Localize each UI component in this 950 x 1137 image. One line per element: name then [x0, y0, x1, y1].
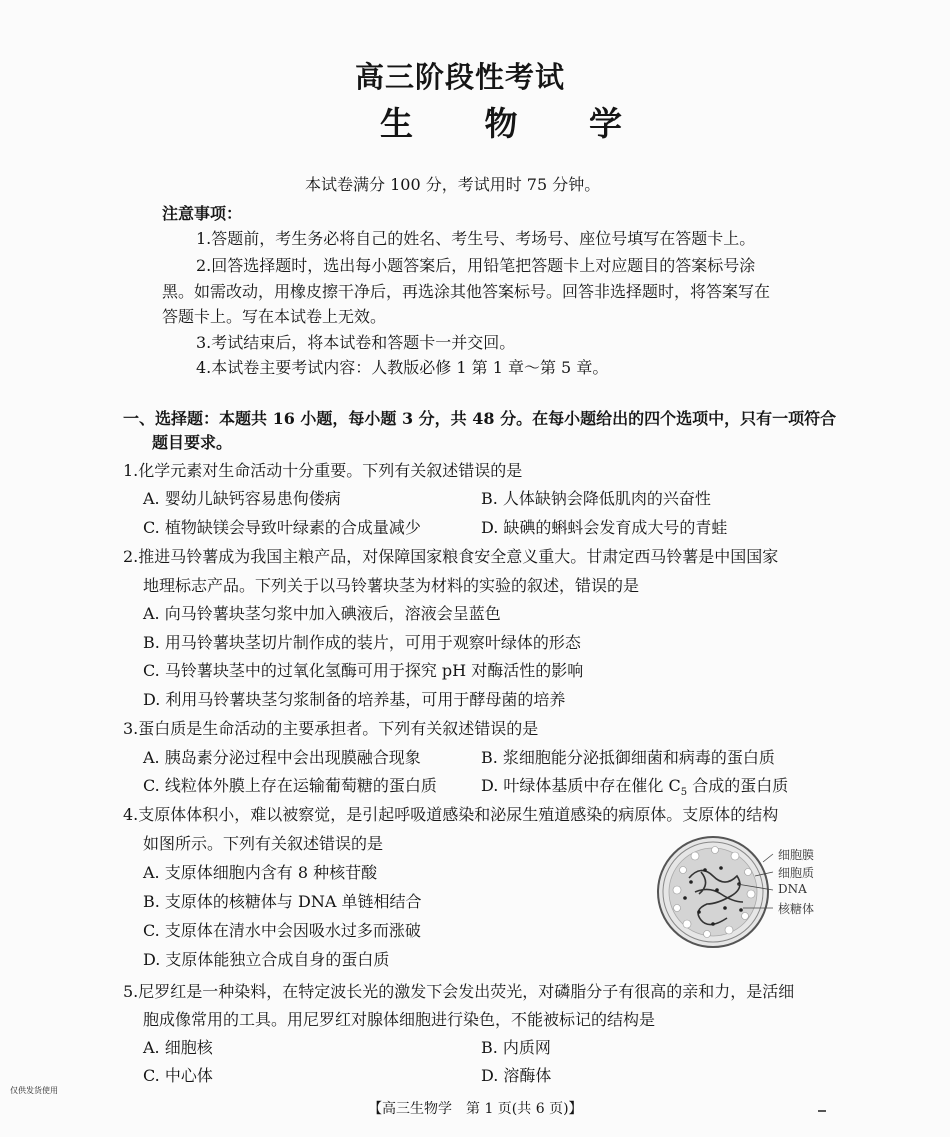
question-stem: 2.推进马铃薯成为我国主粮产品，对保障国家粮食安全意义重大。甘肃定西马铃薯是中国国家: [123, 547, 779, 566]
question-stem: 1.化学元素对生命活动十分重要。下列有关叙述错误的是: [123, 461, 523, 480]
option-b: B. 内质网: [481, 1038, 551, 1057]
question-stem: 5.尼罗红是一种染料，在特定波长光的激发下会发出荧光，对磷脂分子有很高的亲和力，是活细: [123, 982, 795, 1001]
option-a: A. 向马铃薯块茎匀浆中加入碘液后，溶液会呈蓝色: [143, 604, 501, 623]
option-d: D. 利用马铃薯块茎匀浆制备的培养基，可用于酵母菌的培养: [143, 690, 566, 709]
figure-label-cytoplasm: 细胞质: [778, 866, 815, 880]
option-a: A. 婴幼儿缺钙容易患佝偻病: [143, 489, 341, 508]
section-heading: 一、选择题：本题共 16 小题，每小题 3 分，共 48 分。在每小题给出的四个选项中，只有一项符合: [123, 409, 837, 428]
option-a: A. 支原体细胞内含有 8 种核苷酸: [143, 863, 378, 882]
exam-info: 本试卷满分 100 分，考试用时 75 分钟。: [305, 175, 601, 194]
question-stem-cont: 胞成像常用的工具。用尼罗红对腺体细胞进行染色，不能被标记的结构是: [143, 1010, 656, 1029]
notice-line: 1.答题前，考生务必将自己的姓名、考生号、考场号、座位号填写在答题卡上。: [196, 229, 756, 248]
option-a: A. 胰岛素分泌过程中会出现膜融合现象: [143, 748, 421, 767]
option-d: D. 溶酶体: [481, 1066, 552, 1085]
figure-label-dna: DNA: [778, 882, 807, 896]
option-a: A. 细胞核: [143, 1038, 213, 1057]
option-d: D. 叶绿体基质中存在催化 $C_5$ 合成的蛋白质: [481, 776, 789, 799]
figure-label-membrane: 细胞膜: [778, 848, 815, 862]
figure-label-ribosome: 核糖体: [778, 902, 815, 916]
notice-line: 答题卡上。写在本试卷上无效。: [162, 307, 387, 326]
option-c: C. 马铃薯块茎中的过氧化氢酶可用于探究 pH 对酶活性的影响: [143, 661, 584, 680]
notice-line: 黑。如需改动，用橡皮擦干净后，再选涂其他答案标号。回答非选择题时，将答案写在: [162, 282, 771, 301]
option-b: B. 浆细胞能分泌抵御细菌和病毒的蛋白质: [481, 748, 775, 767]
option-b: B. 人体缺钠会降低肌肉的兴奋性: [481, 489, 711, 508]
option-c: C. 中心体: [143, 1066, 213, 1085]
exam-title: 高三阶段性考试: [355, 60, 566, 94]
notice-line: 4.本试卷主要考试内容：人教版必修 1 第 1 章～第 5 章。: [196, 358, 609, 377]
section-heading-cont: 题目要求。: [152, 433, 233, 452]
option-b: B. 支原体的核糖体与 DNA 单链相结合: [143, 892, 422, 911]
notice-line: 3.考试结束后，将本试卷和答题卡一并交回。: [196, 333, 516, 352]
option-c: C. 线粒体外膜上存在运输葡萄糖的蛋白质: [143, 776, 437, 795]
notice-heading: 注意事项：: [162, 204, 243, 223]
option-d: D. 支原体能独立合成自身的蛋白质: [143, 950, 390, 969]
footer-mark: [818, 1110, 826, 1112]
page-footer: 【高三生物学 第 1 页(共 6 页)】: [368, 1101, 583, 1117]
question-stem: 3.蛋白质是生命活动的主要承担者。下列有关叙述错误的是: [123, 719, 539, 738]
option-d: D. 缺碘的蝌蚪会发育成大号的青蛙: [481, 518, 728, 537]
question-stem-cont: 地理标志产品。下列关于以马铃薯块茎为材料的实验的叙述，错误的是: [143, 576, 640, 595]
option-c: C. 支原体在清水中会因吸水过多而涨破: [143, 921, 421, 940]
option-c: C. 植物缺镁会导致叶绿素的合成量减少: [143, 518, 421, 537]
distribution-note: 仅供发货使用: [10, 1086, 58, 1095]
question-stem: 4.支原体体积小，难以被察觉，是引起呼吸道感染和泌尿生殖道感染的病原体。支原体的结构: [123, 805, 779, 824]
notice-line: 2.回答选择题时，选出每小题答案后，用铅笔把答题卡上对应题目的答案标号涂: [196, 256, 756, 275]
subscript: 5: [680, 787, 688, 799]
option-b: B. 用马铃薯块茎切片制作成的装片，可用于观察叶绿体的形态: [143, 633, 581, 652]
question-stem-cont: 如图所示。下列有关叙述错误的是: [143, 834, 384, 853]
subject-title: 生 物 学: [380, 104, 652, 143]
mycoplasma-figure: [655, 832, 775, 952]
